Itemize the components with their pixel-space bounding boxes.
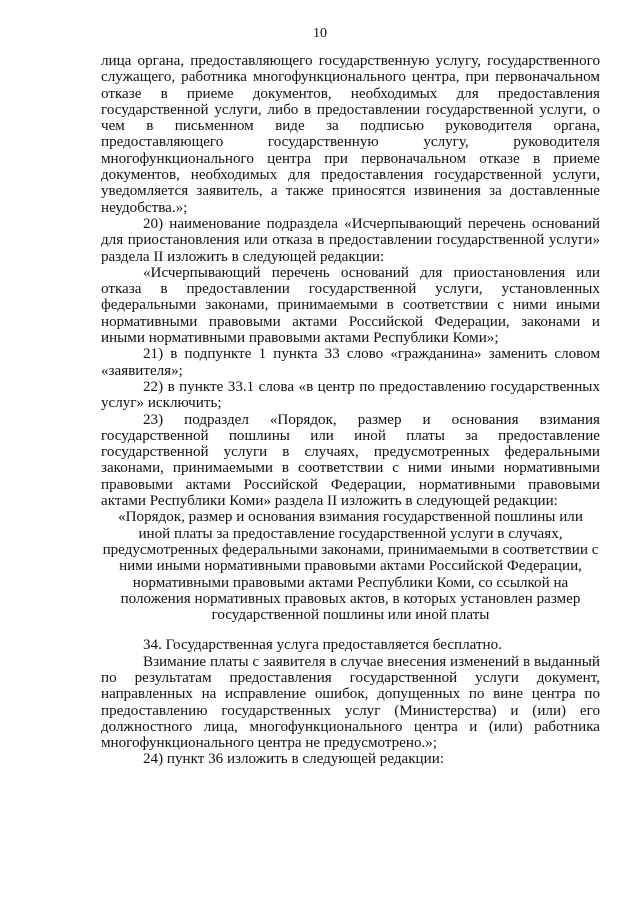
paragraph-item-22: 22) в пункте 33.1 слова «в центр по предоставлению государственных услуг» исключить; [101,378,600,412]
spacer [101,623,600,637]
page-number: 10 [313,26,327,41]
paragraph-item-24: 24) пункт 36 изложить в следующей редакции: [143,751,444,768]
document-body [101,53,600,768]
paragraph-fee-note: Взимание платы с заявителя в случае внесения изменений в выданный по результатам предоставления государственной услуги документ, направленных на исправление ошибок, допущенных по вине центра по предоставлению государственных услуг (Министерства) и (или) его должностного лица, многофункционального центра и (или) работника многофункционального центра не предусмотрено.»; [101,653,600,752]
paragraph-item-23: 23) подраздел «Порядок, размер и основания взимания государственной пошлины или иной платы за предоставление государственной услуги в случаях, предусмотренных федеральными законами, принимаемыми в соответствии с ними иными нормативными правовыми актами Российской Федерации, нормативными правовыми актами Республики Коми» раздела II изложить в следующей редакции: [101,411,600,510]
centered-subsection-heading: «Порядок, размер и основания взимания государственной пошлины или иной платы за предоставление государственной услуги в случаях, предусмотренных федеральными законами, принимаемыми в соответствии с ними иными нормативными правовыми актами Российской Федерации, нормативными правовыми актами Республики Коми, со ссылкой на положения нормативных правовых актов, в которых установлен размер государственной пошлины или иной платы [102,509,599,624]
paragraph-item-21: 21) в подпункте 1 пункта 33 слово «гражданина» заменить словом «заявителя»; [101,346,600,379]
paragraph-continuation: лица органа, предоставляющего государственную услугу, государственного служащего, работника многофункционального центра, при первоначальном отказе в приеме документов, необходимых для предоставления государственной услуги, либо в предоставлении государственной услуги, о чем в письменном виде за подписью руководителя органа, предоставляющего государственную услугу, руководителя многофункционального центра при первоначальном отказе в приеме документов, необходимых для предоставления государственной услуги, уведомляется заявитель, а также приносятся извинения за доставленные неудобства.»; [101,53,600,216]
paragraph-item-20: 20) наименование подраздела «Исчерпывающий перечень оснований для приостановления или отказа в предоставлении государственной услуги» раздела II изложить в следующей редакции: [101,215,600,265]
paragraph-item-34: 34. Государственная услуга предоставляется бесплатно. [143,637,502,654]
paragraph-quoted-title: «Исчерпывающий перечень оснований для приостановления или отказа в предоставлении государственной услуги, установленных федеральными законами, принимаемыми в соответствии с ними иными нормативными правовыми актами Российской Федерации, законами и иными нормативными правовыми актами Республики Коми»; [101,264,600,347]
